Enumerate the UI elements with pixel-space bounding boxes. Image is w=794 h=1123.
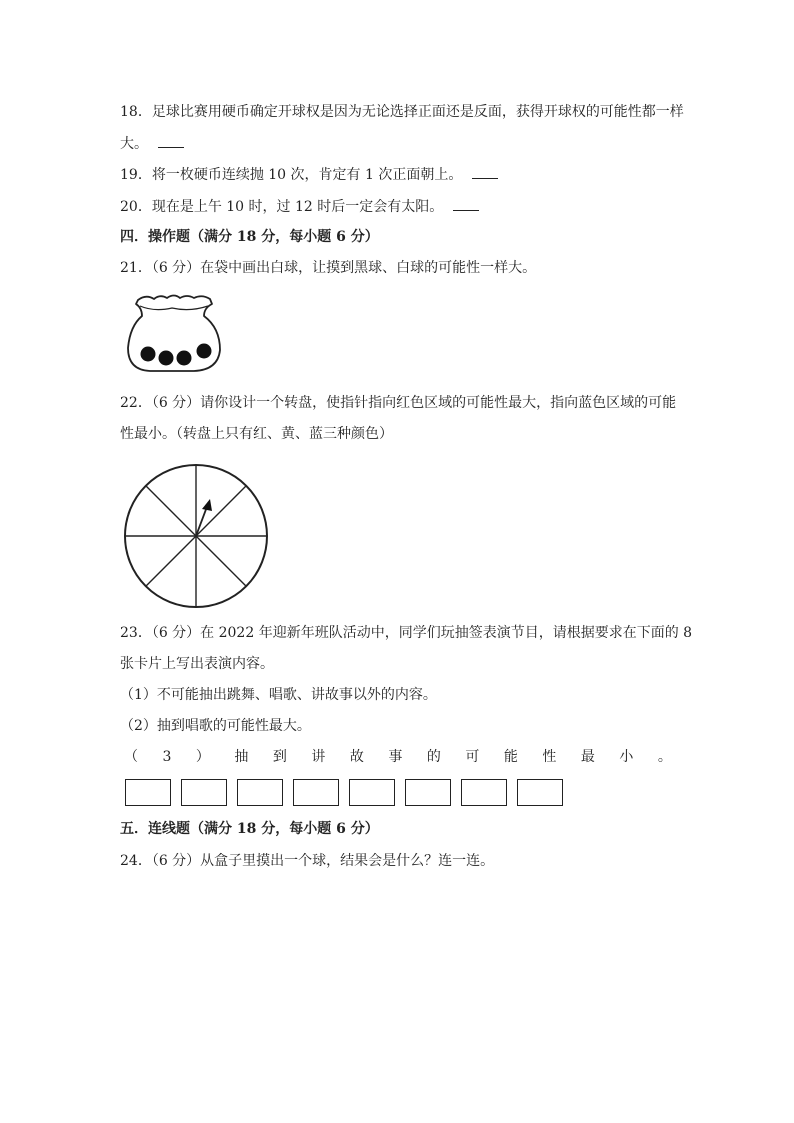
q18-line1: 18．足球比赛用硬币确定开球权是因为无论选择正面还是反面，获得开球权的可能性都一样: [120, 104, 684, 120]
q18-line2: 大。: [120, 133, 184, 154]
bag-neck-wrinkle: [140, 306, 208, 310]
answer-card[interactable]: [349, 779, 395, 806]
answer-card[interactable]: [237, 779, 283, 806]
answer-card[interactable]: [181, 779, 227, 806]
q20: 20．现在是上午 10 时，过 12 时后一定会有太阳。: [120, 196, 479, 217]
black-ball: [159, 351, 174, 366]
section-4-heading: 四．操作题（满分 18 分，每小题 6 分）: [120, 229, 379, 245]
answer-card[interactable]: [293, 779, 339, 806]
answer-blank-18[interactable]: [158, 133, 184, 148]
answer-card[interactable]: [405, 779, 451, 806]
section-5-heading: 五．连线题（满分 18 分，每小题 6 分）: [120, 821, 379, 837]
q24: 24．（6 分）从盒子里摸出一个球，结果会是什么？连一连。: [120, 853, 495, 869]
q23-requirement-2: （2）抽到唱歌的可能性最大。: [120, 718, 311, 734]
q19: 19．将一枚硬币连续抛 10 次，肯定有 1 次正面朝上。: [120, 164, 498, 185]
bag-figure: [124, 292, 224, 376]
card-row: [125, 779, 563, 806]
q22-line1: 22．（6 分）请你设计一个转盘，使指针指向红色区域的可能性最大，指向蓝色区域的可能: [120, 395, 677, 411]
q23-requirement-1: （1）不可能抽出跳舞、唱歌、讲故事以外的内容。: [120, 687, 437, 703]
answer-blank-20[interactable]: [453, 196, 479, 211]
black-ball: [141, 347, 156, 362]
q23-line2: 张卡片上写出表演内容。: [120, 656, 274, 672]
pointer-arrow: [196, 499, 212, 536]
q23-requirement-3: （ 3 ） 抽 到 讲 故 事 的 可 能 性 最 小 。: [124, 749, 672, 765]
answer-card[interactable]: [517, 779, 563, 806]
spinner-figure[interactable]: [122, 462, 270, 610]
answer-card[interactable]: [125, 779, 171, 806]
q22-line2: 性最小。（转盘上只有红、黄、蓝三种颜色）: [120, 426, 393, 442]
q21: 21．（6 分）在袋中画出白球，让摸到黑球、白球的可能性一样大。: [120, 260, 537, 276]
answer-card[interactable]: [461, 779, 507, 806]
black-ball: [197, 344, 212, 359]
answer-blank-19[interactable]: [472, 164, 498, 179]
black-ball: [177, 351, 192, 366]
q23-line1: 23．（6 分）在 2022 年迎新年班队活动中，同学们玩抽签表演节目，请根据要求在下面的 8: [120, 625, 693, 641]
